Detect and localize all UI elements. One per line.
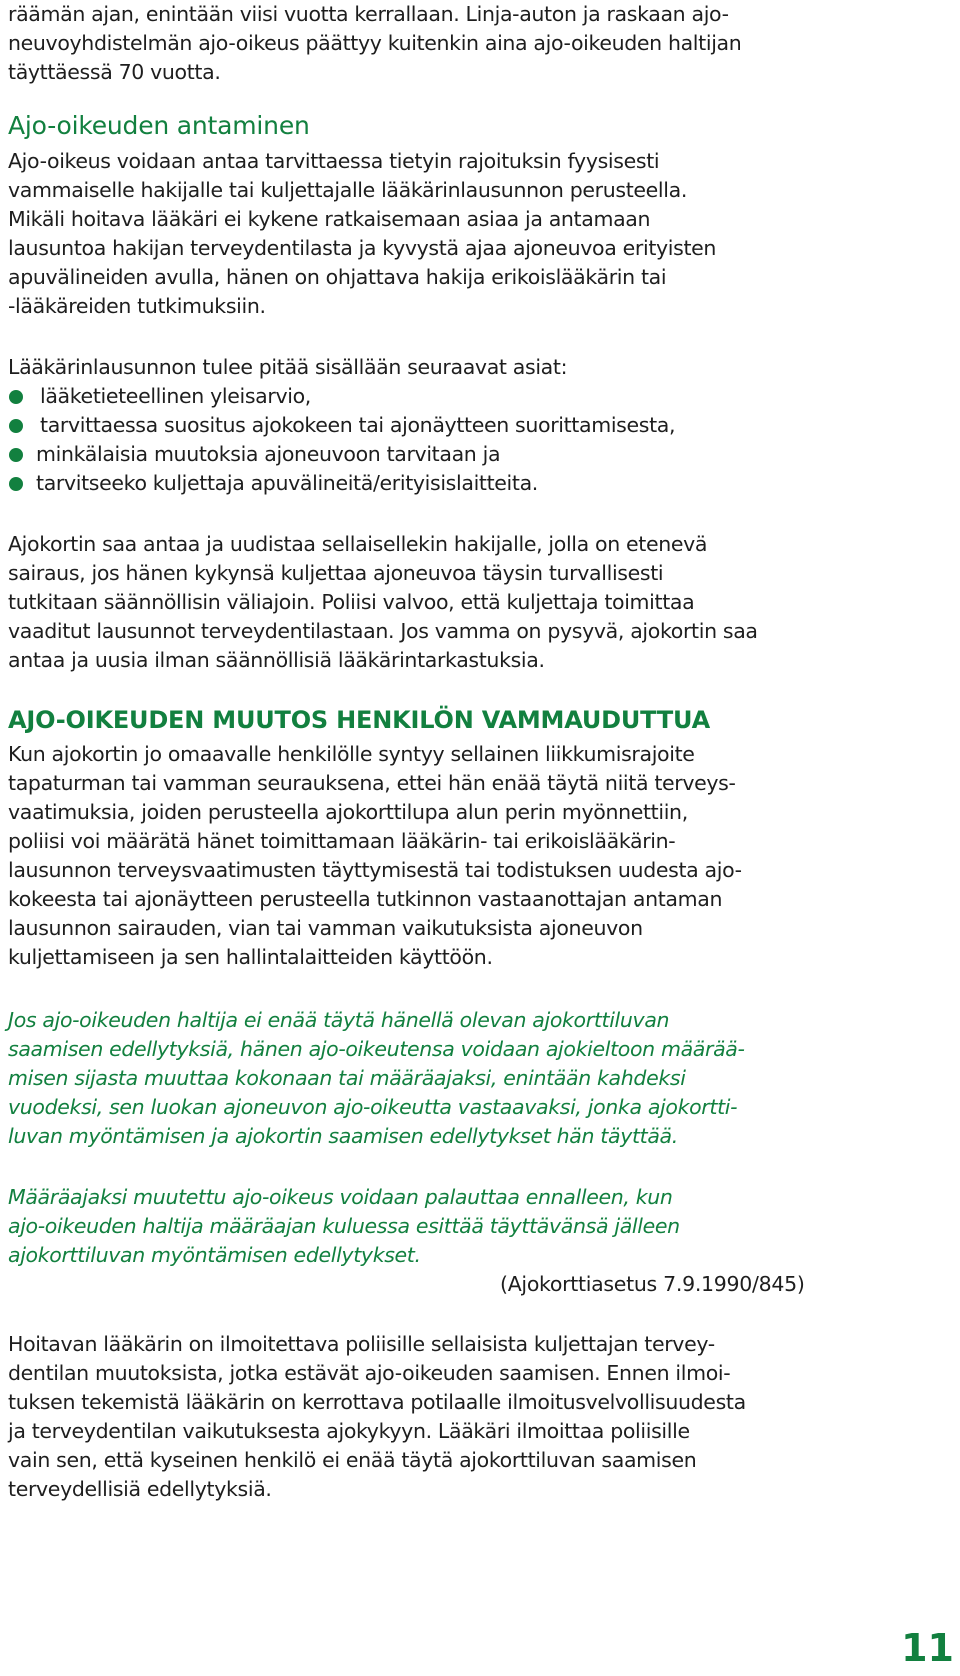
quote-line: vuodeksi, sen luokan ajoneuvon ajo-oikeutta vastaavaksi, jonka ajokortti- bbox=[8, 1095, 738, 1119]
body-text-line: vaaditut lausunnot terveydentilastaan. Jos vamma on pysyvä, ajokortin saa bbox=[8, 619, 758, 643]
bullet-icon bbox=[9, 448, 23, 462]
quote-line: Määräajaksi muutettu ajo-oikeus voidaan palauttaa ennalleen, kun bbox=[8, 1185, 673, 1209]
section-heading: Ajo-oikeuden antaminen bbox=[8, 111, 310, 140]
body-text-line: räämän ajan, enintään viisi vuotta kerrallaan. Linja-auton ja raskaan ajo- bbox=[8, 2, 729, 26]
list-item: lääketieteellinen yleisarvio, bbox=[40, 384, 311, 408]
body-text-line: neuvoyhdistelmän ajo-oikeus päättyy kuitenkin aina ajo-oikeuden haltijan bbox=[8, 31, 742, 55]
body-text-line: terveydellisiä edellytyksiä. bbox=[8, 1477, 272, 1501]
list-item: tarvittaessa suositus ajokokeen tai ajonäytteen suorittamisesta, bbox=[40, 413, 676, 437]
quote-line: misen sijasta muuttaa kokonaan tai määräajaksi, enintään kahdeksi bbox=[8, 1066, 686, 1090]
body-text-line: antaa ja uusia ilman säännöllisiä lääkärintarkastuksia. bbox=[8, 648, 545, 672]
list-item: minkälaisia muutoksia ajoneuvoon tarvitaan ja bbox=[36, 442, 501, 466]
section-heading: AJO-OIKEUDEN MUUTOS HENKILÖN VAMMAUDUTTUA bbox=[8, 706, 710, 734]
body-text-line: tapaturman tai vamman seurauksena, ettei hän enää täytä niitä terveys- bbox=[8, 771, 736, 795]
body-text-line: kuljettamiseen ja sen hallintalaitteiden käyttöön. bbox=[8, 945, 493, 969]
bullet-icon bbox=[9, 419, 23, 433]
quote-line: saamisen edellytyksiä, hänen ajo-oikeutensa voidaan ajokieltoon määrää- bbox=[8, 1037, 745, 1061]
page-number: 11 bbox=[901, 1626, 954, 1670]
body-text-line: Kun ajokortin jo omaavalle henkilölle syntyy sellainen liikkumisrajoite bbox=[8, 742, 695, 766]
body-text-line: apuvälineiden avulla, hänen on ohjattava hakija erikoislääkärin tai bbox=[8, 265, 667, 289]
body-text-line: Ajo-oikeus voidaan antaa tarvittaessa tietyin rajoituksin fyysisesti bbox=[8, 149, 660, 173]
body-text-line: -lääkäreiden tutkimuksiin. bbox=[8, 294, 266, 318]
quote-line: ajo-oikeuden haltija määräajan kuluessa esittää täyttävänsä jälleen bbox=[8, 1214, 680, 1238]
body-text-line: täyttäessä 70 vuotta. bbox=[8, 60, 221, 84]
body-text-line: lausunnon terveysvaatimusten täyttymisestä tai todistuksen uudesta ajo- bbox=[8, 858, 742, 882]
quote-line: luvan myöntämisen ja ajokortin saamisen edellytykset hän täyttää. bbox=[8, 1124, 678, 1148]
body-text-line: tuksen tekemistä lääkärin on kerrottava potilaalle ilmoitusvelvollisuudesta bbox=[8, 1390, 746, 1414]
body-text-line: dentilan muutoksista, jotka estävät ajo-oikeuden saamisen. Ennen ilmoi- bbox=[8, 1361, 731, 1385]
list-intro: Lääkärinlausunnon tulee pitää sisällään seuraavat asiat: bbox=[8, 355, 568, 379]
body-text-line: vammaiselle hakijalle tai kuljettajalle lääkärinlausunnon perusteella. bbox=[8, 178, 687, 202]
bullet-icon bbox=[9, 390, 23, 404]
body-text-line: vaatimuksia, joiden perusteella ajokorttilupa alun perin myönnettiin, bbox=[8, 800, 688, 824]
citation: (Ajokorttiasetus 7.9.1990/845) bbox=[500, 1272, 805, 1296]
body-text-line: vain sen, että kyseinen henkilö ei enää täytä ajokorttiluvan saamisen bbox=[8, 1448, 697, 1472]
body-text-line: tutkitaan säännöllisin väliajoin. Poliisi valvoo, että kuljettaja toimittaa bbox=[8, 590, 695, 614]
quote-line: ajokorttiluvan myöntämisen edellytykset. bbox=[8, 1243, 421, 1267]
body-text-line: Hoitavan lääkärin on ilmoitettava poliisille sellaisista kuljettajan tervey- bbox=[8, 1332, 715, 1356]
bullet-icon bbox=[9, 477, 23, 491]
body-text-line: poliisi voi määrätä hänet toimittamaan lääkärin- tai erikoislääkärin- bbox=[8, 829, 676, 853]
body-text-line: Mikäli hoitava lääkäri ei kykene ratkaisemaan asiaa ja antamaan bbox=[8, 207, 651, 231]
quote-line: Jos ajo-oikeuden haltija ei enää täytä hänellä olevan ajokorttiluvan bbox=[8, 1008, 670, 1032]
body-text-line: ja terveydentilan vaikutuksesta ajokykyyn. Lääkäri ilmoittaa poliisille bbox=[8, 1419, 690, 1443]
body-text-line: kokeesta tai ajonäytteen perusteella tutkinnon vastaanottajan antaman bbox=[8, 887, 723, 911]
body-text-line: Ajokortin saa antaa ja uudistaa sellaisellekin hakijalle, jolla on etenevä bbox=[8, 532, 708, 556]
list-item: tarvitseeko kuljettaja apuvälineitä/erityisislaitteita. bbox=[36, 471, 538, 495]
body-text-line: sairaus, jos hänen kykynsä kuljettaa ajoneuvoa täysin turvallisesti bbox=[8, 561, 664, 585]
body-text-line: lausuntoa hakijan terveydentilasta ja kyvystä ajaa ajoneuvoa erityisten bbox=[8, 236, 717, 260]
body-text-line: lausunnon sairauden, vian tai vamman vaikutuksista ajoneuvon bbox=[8, 916, 643, 940]
